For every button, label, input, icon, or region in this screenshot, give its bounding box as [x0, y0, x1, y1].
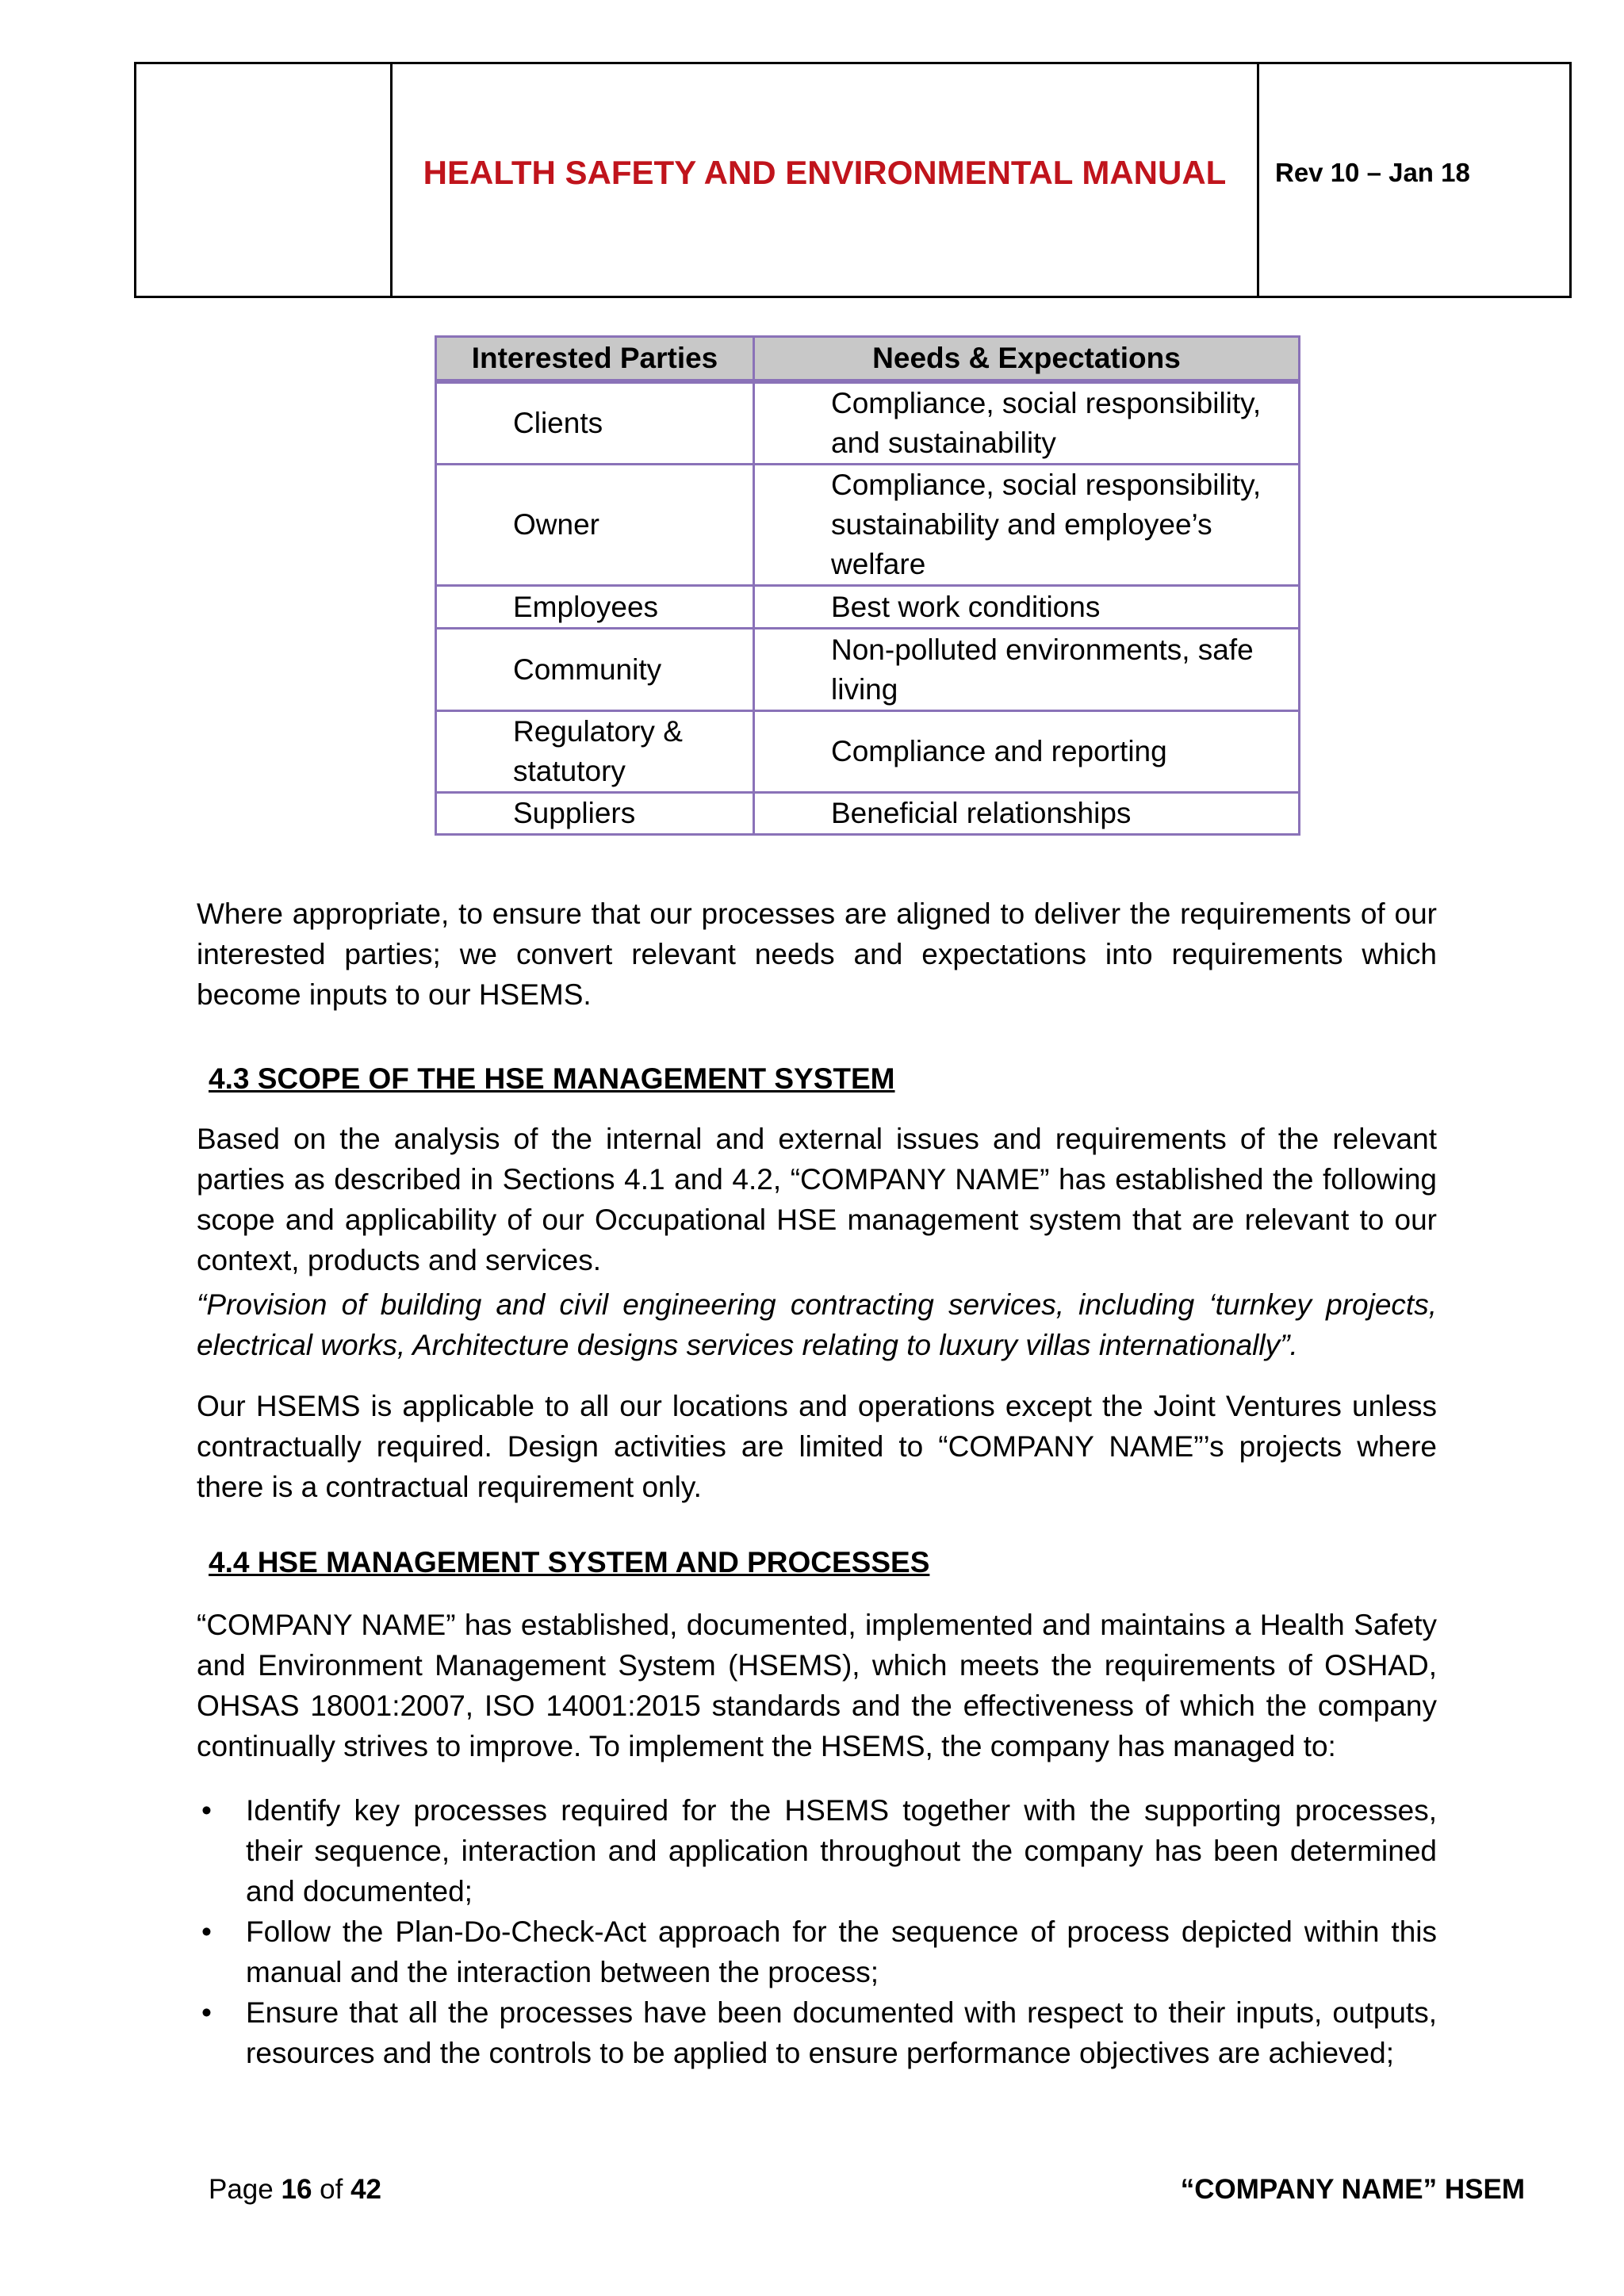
- party-cell: Employees: [436, 586, 754, 629]
- table-header-row: [436, 337, 1300, 382]
- bullet-icon: •: [201, 1996, 212, 2029]
- footer-doc-name: “COMPANY NAME” HSEM: [1180, 2174, 1525, 2205]
- list-item: [197, 1790, 1437, 1911]
- bullet-icon: •: [201, 1915, 212, 1948]
- logo-cell: [136, 64, 393, 296]
- party-cell: Regulatory & statutory: [436, 711, 754, 793]
- manual-title: HEALTH SAFETY AND ENVIRONMENTAL MANUAL: [423, 154, 1227, 191]
- party-cell: Owner: [436, 465, 754, 586]
- interested-parties-table: [435, 335, 1300, 836]
- needs-cell: Compliance, social responsibility, sustainability and employee’s welfare: [754, 465, 1300, 586]
- needs-cell: Non-polluted environments, safe living: [754, 629, 1300, 711]
- section-4-4-heading: 4.4 HSE MANAGEMENT SYSTEM AND PROCESSES: [209, 1546, 930, 1578]
- applicability-paragraph: Our HSEMS is applicable to all our locations and operations except the Joint Ventures unless contractually required. Design activities are limited to “COMPANY NAME”’s projects where there is a contractual requirement only.: [197, 1390, 1437, 1503]
- revision-label: Rev 10 – Jan 18: [1275, 158, 1470, 187]
- intro-paragraph: Where appropriate, to ensure that our processes are aligned to deliver the requirements of our interested parties; we convert relevant needs and expectations into requirements which become inputs to our HSEMS.: [197, 897, 1437, 1011]
- needs-cell: Best work conditions: [754, 586, 1300, 629]
- scope-paragraph: Based on the analysis of the internal and external issues and requirements of the relevant parties as described in Sections 4.1 and 4.2, “COMPANY NAME” has established the following scope and applicability of our Occupational HSE management system that are relevant to our context, products and services.: [197, 1123, 1437, 1276]
- revision-cell: [1259, 64, 1569, 296]
- list-item: [197, 1911, 1437, 1992]
- needs-cell: Compliance and reporting: [754, 711, 1300, 793]
- column-header-needs: Needs & Expectations: [754, 337, 1300, 382]
- scope-quote: “Provision of building and civil engineering contracting services, including ‘turnkey projects, electrical works, Architecture designs services relating to luxury villas internationally”.: [197, 1288, 1437, 1361]
- list-item: [197, 1992, 1437, 2073]
- bullet-icon: •: [201, 1794, 212, 1827]
- table-row: [436, 465, 1300, 586]
- list-item-text: Follow the Plan-Do-Check-Act approach for the sequence of process depicted within this manual and the interaction between the process;: [246, 1915, 1437, 1988]
- header-title-cell: [393, 64, 1259, 296]
- table-row: [436, 711, 1300, 793]
- list-item-text: Ensure that all the processes have been documented with respect to their inputs, outputs, resources and the controls to be applied to ensure performance objectives are achieved;: [246, 1996, 1437, 2069]
- column-header-parties: Interested Parties: [436, 337, 754, 382]
- document-header: [134, 62, 1572, 298]
- page-total: 42: [350, 2174, 382, 2205]
- table-row: [436, 629, 1300, 711]
- page-of: of: [320, 2174, 343, 2205]
- needs-cell: Compliance, social responsibility, and sustainability: [754, 381, 1300, 465]
- party-cell: Community: [436, 629, 754, 711]
- page-number: 16: [281, 2174, 312, 2205]
- processes-paragraph: “COMPANY NAME” has established, documented, implemented and maintains a Health Safety and Environment Management System (HSEMS), which meets the requirements of OSHAD, OHSAS 18001:2007, ISO 14001:2015 standards and the effectiveness of which the company continually strives to improve. To implement the HSEMS, the company has managed to:: [197, 1609, 1437, 1762]
- page-prefix: Page: [209, 2174, 274, 2205]
- table-row: [436, 793, 1300, 835]
- list-item-text: Identify key processes required for the HSEMS together with the supporting processes, their sequence, interaction and application throughout the company has been determined and documented;: [246, 1794, 1437, 1908]
- process-bullet-list: [197, 1790, 1437, 2073]
- page-indicator: [209, 2174, 381, 2206]
- section-4-3-heading: 4.3 SCOPE OF THE HSE MANAGEMENT SYSTEM: [209, 1062, 895, 1095]
- party-cell: Clients: [436, 381, 754, 465]
- table-row: [436, 586, 1300, 629]
- needs-cell: Beneficial relationships: [754, 793, 1300, 835]
- table-row: [436, 381, 1300, 465]
- party-cell: Suppliers: [436, 793, 754, 835]
